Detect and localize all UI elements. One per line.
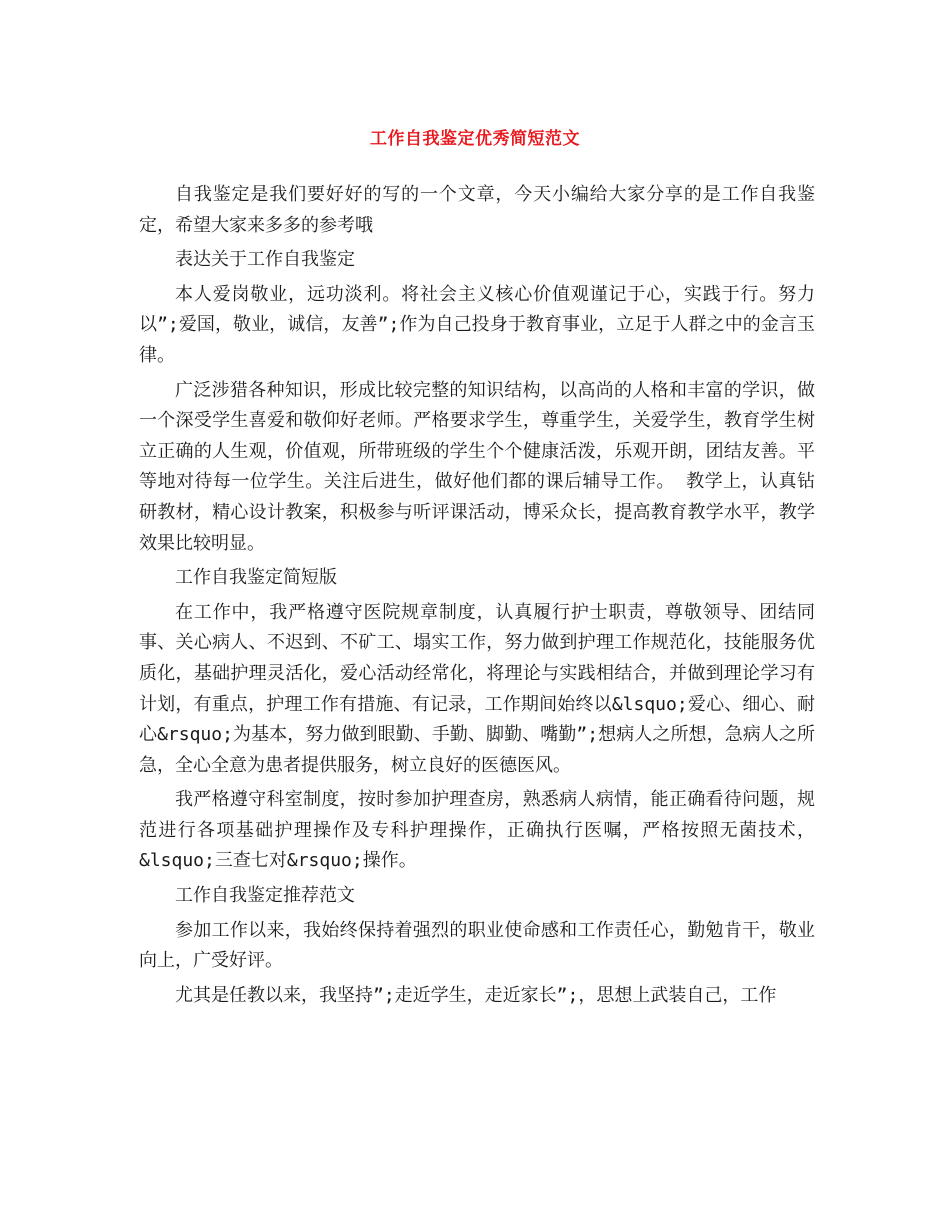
paragraph: 本人爱岗敬业，远功淡利。将社会主义核心价值观谨记于心，实践于行。努力以”;爱国，敬业，诚信，友善”;作为自己投身于教育事业，立足于人群之中的金言玉律。	[139, 283, 815, 366]
paragraph: 参加工作以来，我始终保持着强烈的职业使命感和工作责任心，勤勉肯干，敬业向上，广受好评。	[139, 919, 815, 972]
section-heading: 表达关于工作自我鉴定	[175, 249, 355, 271]
paragraph-intro: 自我鉴定是我们要好好的写的一个文章，今天小编给大家分享的是工作自我鉴定，希望大家来多多的参考哦	[139, 184, 815, 236]
paragraph: 我严格遵守科室制度，按时参加护理查房，熟悉病人病情，能正确看待问题，规范进行各项基础护理操作及专科护理操作，正确执行医嘱，严格按照无菌技术，&lsquo;三查七对&rsquo;操作。	[139, 789, 815, 872]
paragraph: 广泛涉猎各种知识，形成比较完整的知识结构，以高尚的人格和丰富的学识，做一个深受学生喜爱和敬仰好老师。严格要求学生，尊重学生，关爱学生，教育学生树立正确的人生观，价值观，所带班级的学生个个健康活泼，乐观开朗，团结友善。平等地对待每一位学生。关注后进生，做好他们都的课后辅导工作。 教学上，认真钻研教材，精心设计教案，积极参与听评课活动，博采众长，提高教育教学水平，教学效果比较明显。	[139, 379, 815, 554]
document-body	[139, 180, 815, 1015]
paragraph: 在工作中，我严格遵守医院规章制度，认真履行护士职责，尊敬领导、团结同事、关心病人、不迟到、不矿工、塌实工作，努力做到护理工作规范化，技能服务优质化，基础护理灵活化，爱心活动经常化，将理论与实践相结合，并做到理论学习有计划，有重点，护理工作有措施、有记录，工作期间始终以&lsquo;爱心、细心、耐心&rsquo;为基本，努力做到眼勤、手勤、脚勤、嘴勤”;想病人之所想，急病人之所急，全心全意为患者提供服务，树立良好的医德医风。	[139, 601, 815, 776]
document-title: 工作自我鉴定优秀简短范文	[370, 129, 580, 149]
paragraph: 尤其是任教以来，我坚持”;走近学生，走近家长”;，思想上武装自己，工作	[175, 984, 777, 1006]
section-heading: 工作自我鉴定简短版	[175, 567, 337, 589]
section-heading: 工作自我鉴定推荐范文	[175, 885, 355, 907]
